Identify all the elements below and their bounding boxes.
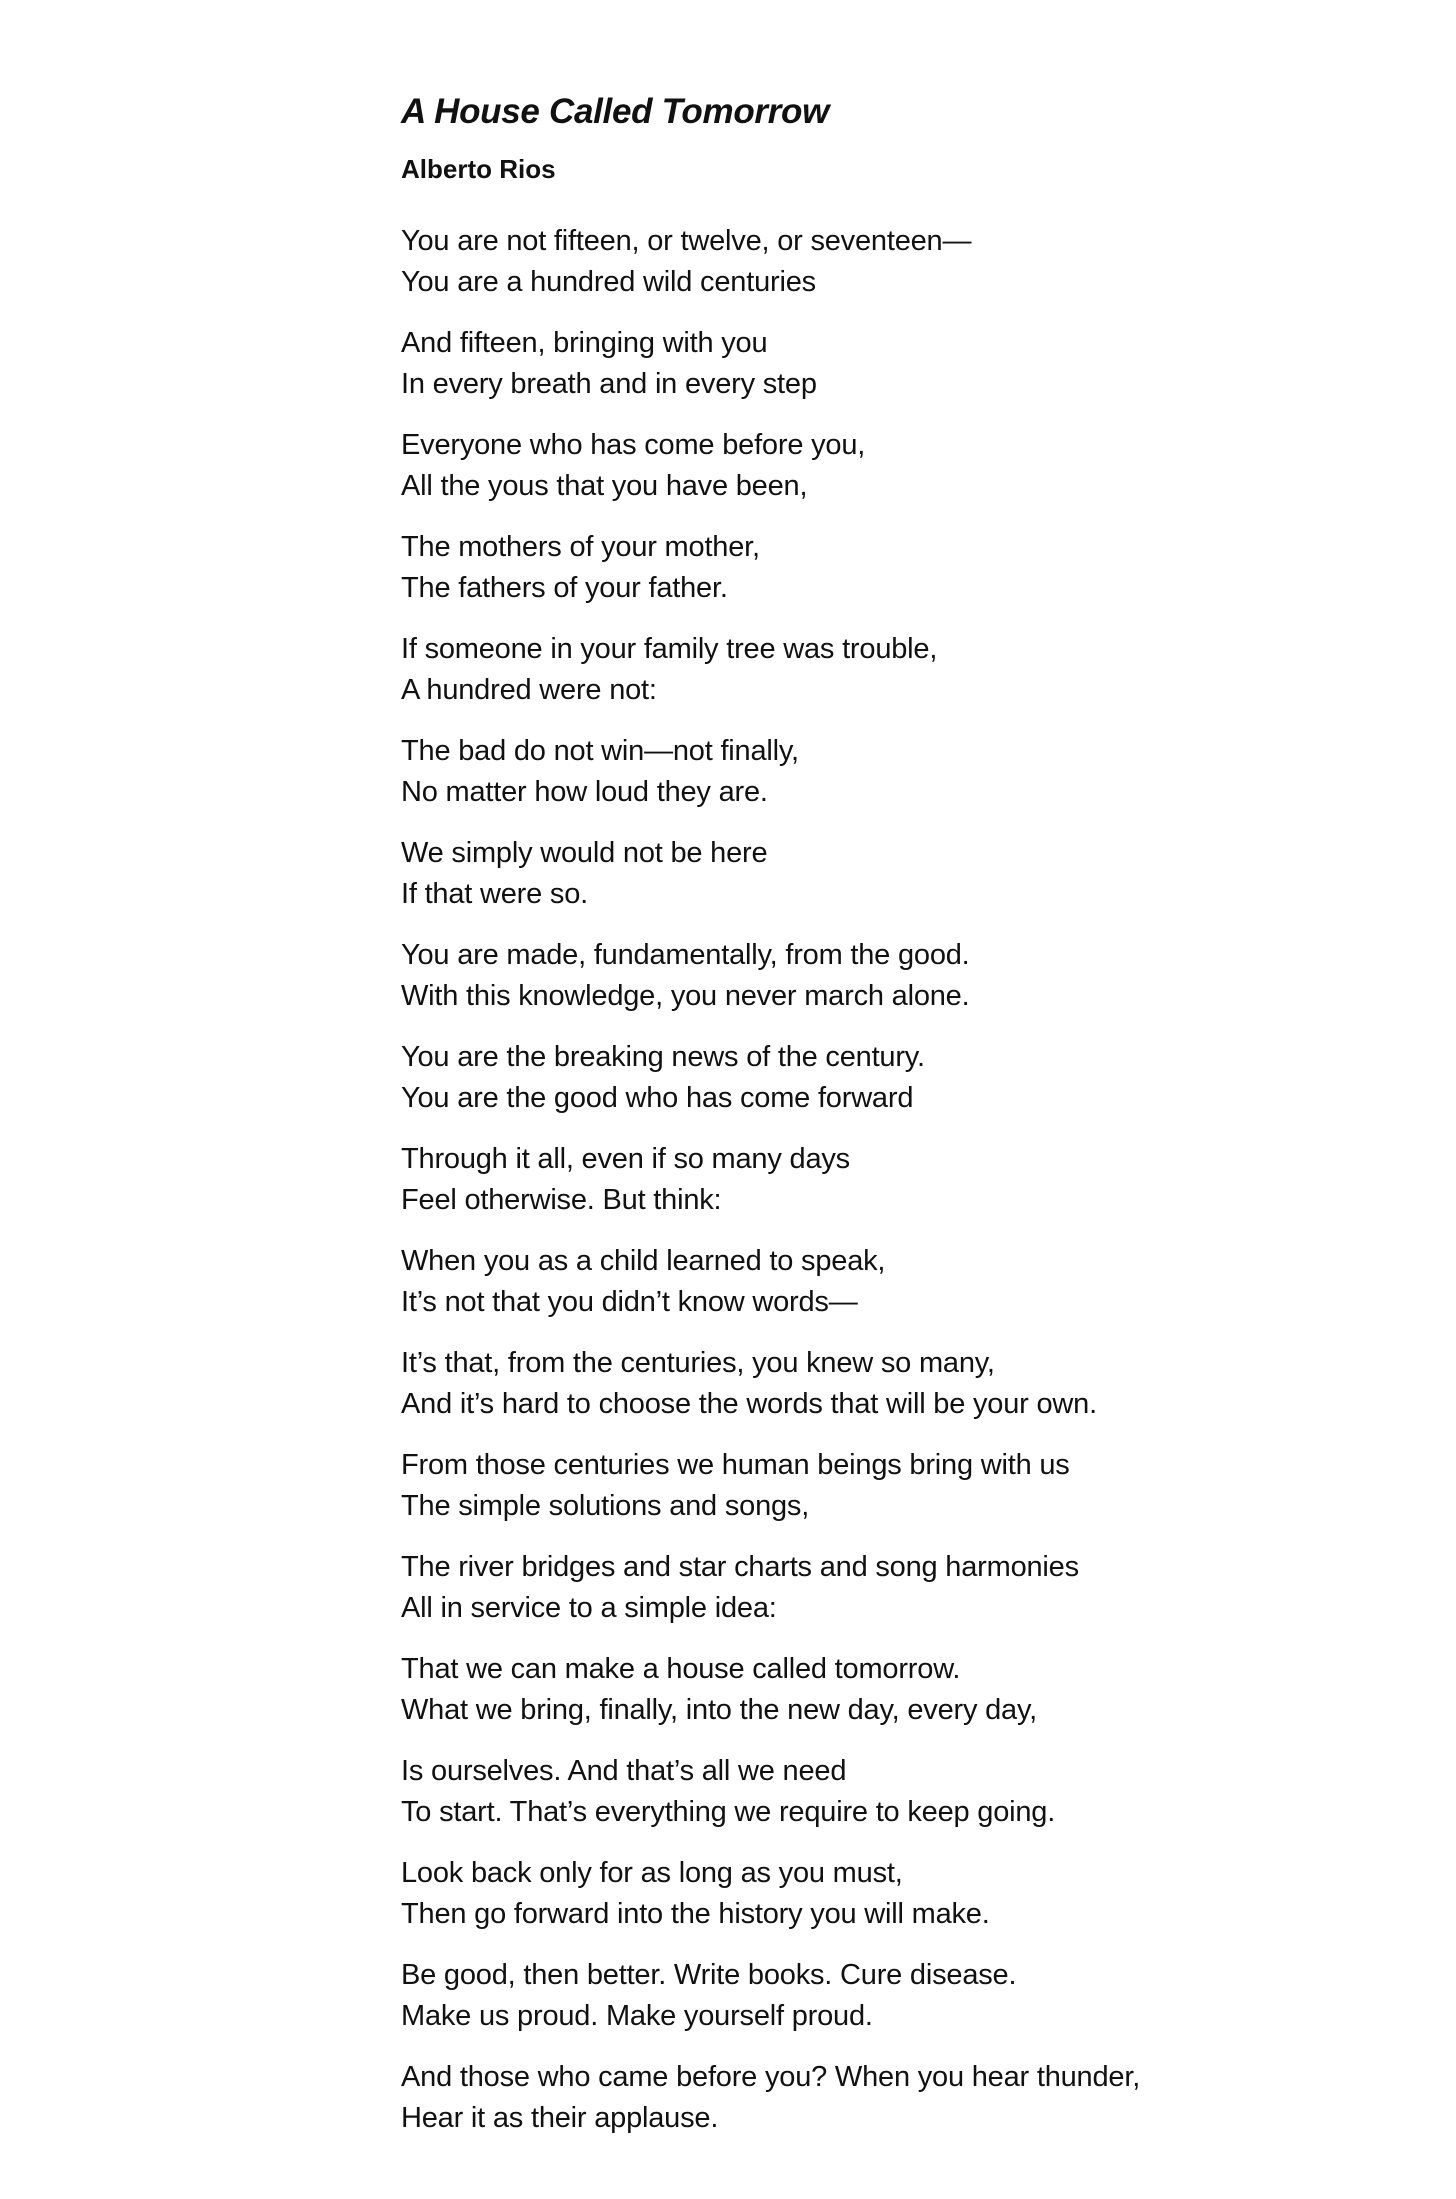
poem-line: Through it all, even if so many days	[401, 1143, 850, 1175]
poem-line: Feel otherwise. But think:	[401, 1183, 722, 1216]
stanza	[401, 833, 1401, 914]
poem-line: In every breath and in every step	[401, 367, 817, 400]
poem-line: The simple solutions and songs,	[401, 1489, 810, 1522]
poem-line: To start. That’s everything we require to keep going.	[401, 1795, 1056, 1828]
poem-line: All in service to a simple idea:	[401, 1591, 777, 1624]
stanza	[401, 221, 1401, 302]
poem-line: If someone in your family tree was trouble,	[401, 633, 938, 665]
stanza	[401, 1037, 1401, 1118]
stanza	[401, 527, 1401, 608]
poem-line: We simply would not be here	[401, 837, 768, 869]
poem-line: Is ourselves. And that’s all we need	[401, 1755, 847, 1787]
poem-line: The bad do not win—not finally,	[401, 735, 799, 767]
poem-line: And those who came before you? When you hear thunder,	[401, 2061, 1141, 2093]
poem-line: The river bridges and star charts and song harmonies	[401, 1551, 1079, 1583]
stanza	[401, 935, 1401, 1016]
poem-author: Alberto Rios	[401, 154, 556, 184]
poem-line: A hundred were not:	[401, 673, 657, 706]
poem-line: You are made, fundamentally, from the good.	[401, 939, 970, 971]
poem-line: From those centuries we human beings bring with us	[401, 1449, 1070, 1481]
poem-page	[401, 90, 1401, 2159]
poem-line: You are a hundred wild centuries	[401, 265, 816, 298]
poem-line: No matter how loud they are.	[401, 775, 768, 808]
stanza	[401, 1343, 1401, 1424]
poem-line: The fathers of your father.	[401, 571, 728, 604]
stanza	[401, 1445, 1401, 1526]
stanza	[401, 1139, 1401, 1220]
poem-line: You are the breaking news of the century.	[401, 1041, 925, 1073]
stanza	[401, 1649, 1401, 1730]
poem-line: Be good, then better. Write books. Cure disease.	[401, 1959, 1017, 1991]
poem-line: If that were so.	[401, 877, 588, 910]
stanza	[401, 323, 1401, 404]
poem-line: The mothers of your mother,	[401, 531, 760, 563]
poem-line: Make us proud. Make yourself proud.	[401, 1999, 873, 2032]
poem-line: You are not fifteen, or twelve, or seventeen—	[401, 225, 972, 257]
stanza	[401, 629, 1401, 710]
stanza	[401, 1547, 1401, 1628]
poem-line: What we bring, finally, into the new day, every day,	[401, 1693, 1037, 1726]
poem-line: It’s that, from the centuries, you knew so many,	[401, 1347, 995, 1379]
poem-line: And fifteen, bringing with you	[401, 327, 768, 359]
poem-line: Everyone who has come before you,	[401, 429, 866, 461]
poem-line: That we can make a house called tomorrow.	[401, 1653, 961, 1685]
poem-line: It’s not that you didn’t know words—	[401, 1285, 858, 1318]
stanza	[401, 1955, 1401, 2036]
stanza	[401, 1751, 1401, 1832]
poem-line: Look back only for as long as you must,	[401, 1857, 903, 1889]
poem-line: When you as a child learned to speak,	[401, 1245, 886, 1277]
stanza	[401, 1853, 1401, 1934]
poem-line: Hear it as their applause.	[401, 2101, 719, 2134]
poem-line: Then go forward into the history you will make.	[401, 1897, 990, 1930]
stanza	[401, 1241, 1401, 1322]
poem-line: You are the good who has come forward	[401, 1081, 914, 1114]
poem-line: All the yous that you have been,	[401, 469, 808, 502]
stanza	[401, 2057, 1401, 2138]
poem-title: A House Called Tomorrow	[401, 92, 830, 131]
stanza	[401, 731, 1401, 812]
poem-line: And it’s hard to choose the words that will be your own.	[401, 1387, 1097, 1420]
poem-body	[401, 221, 1401, 2138]
stanza	[401, 425, 1401, 506]
poem-line: With this knowledge, you never march alone.	[401, 979, 970, 1012]
